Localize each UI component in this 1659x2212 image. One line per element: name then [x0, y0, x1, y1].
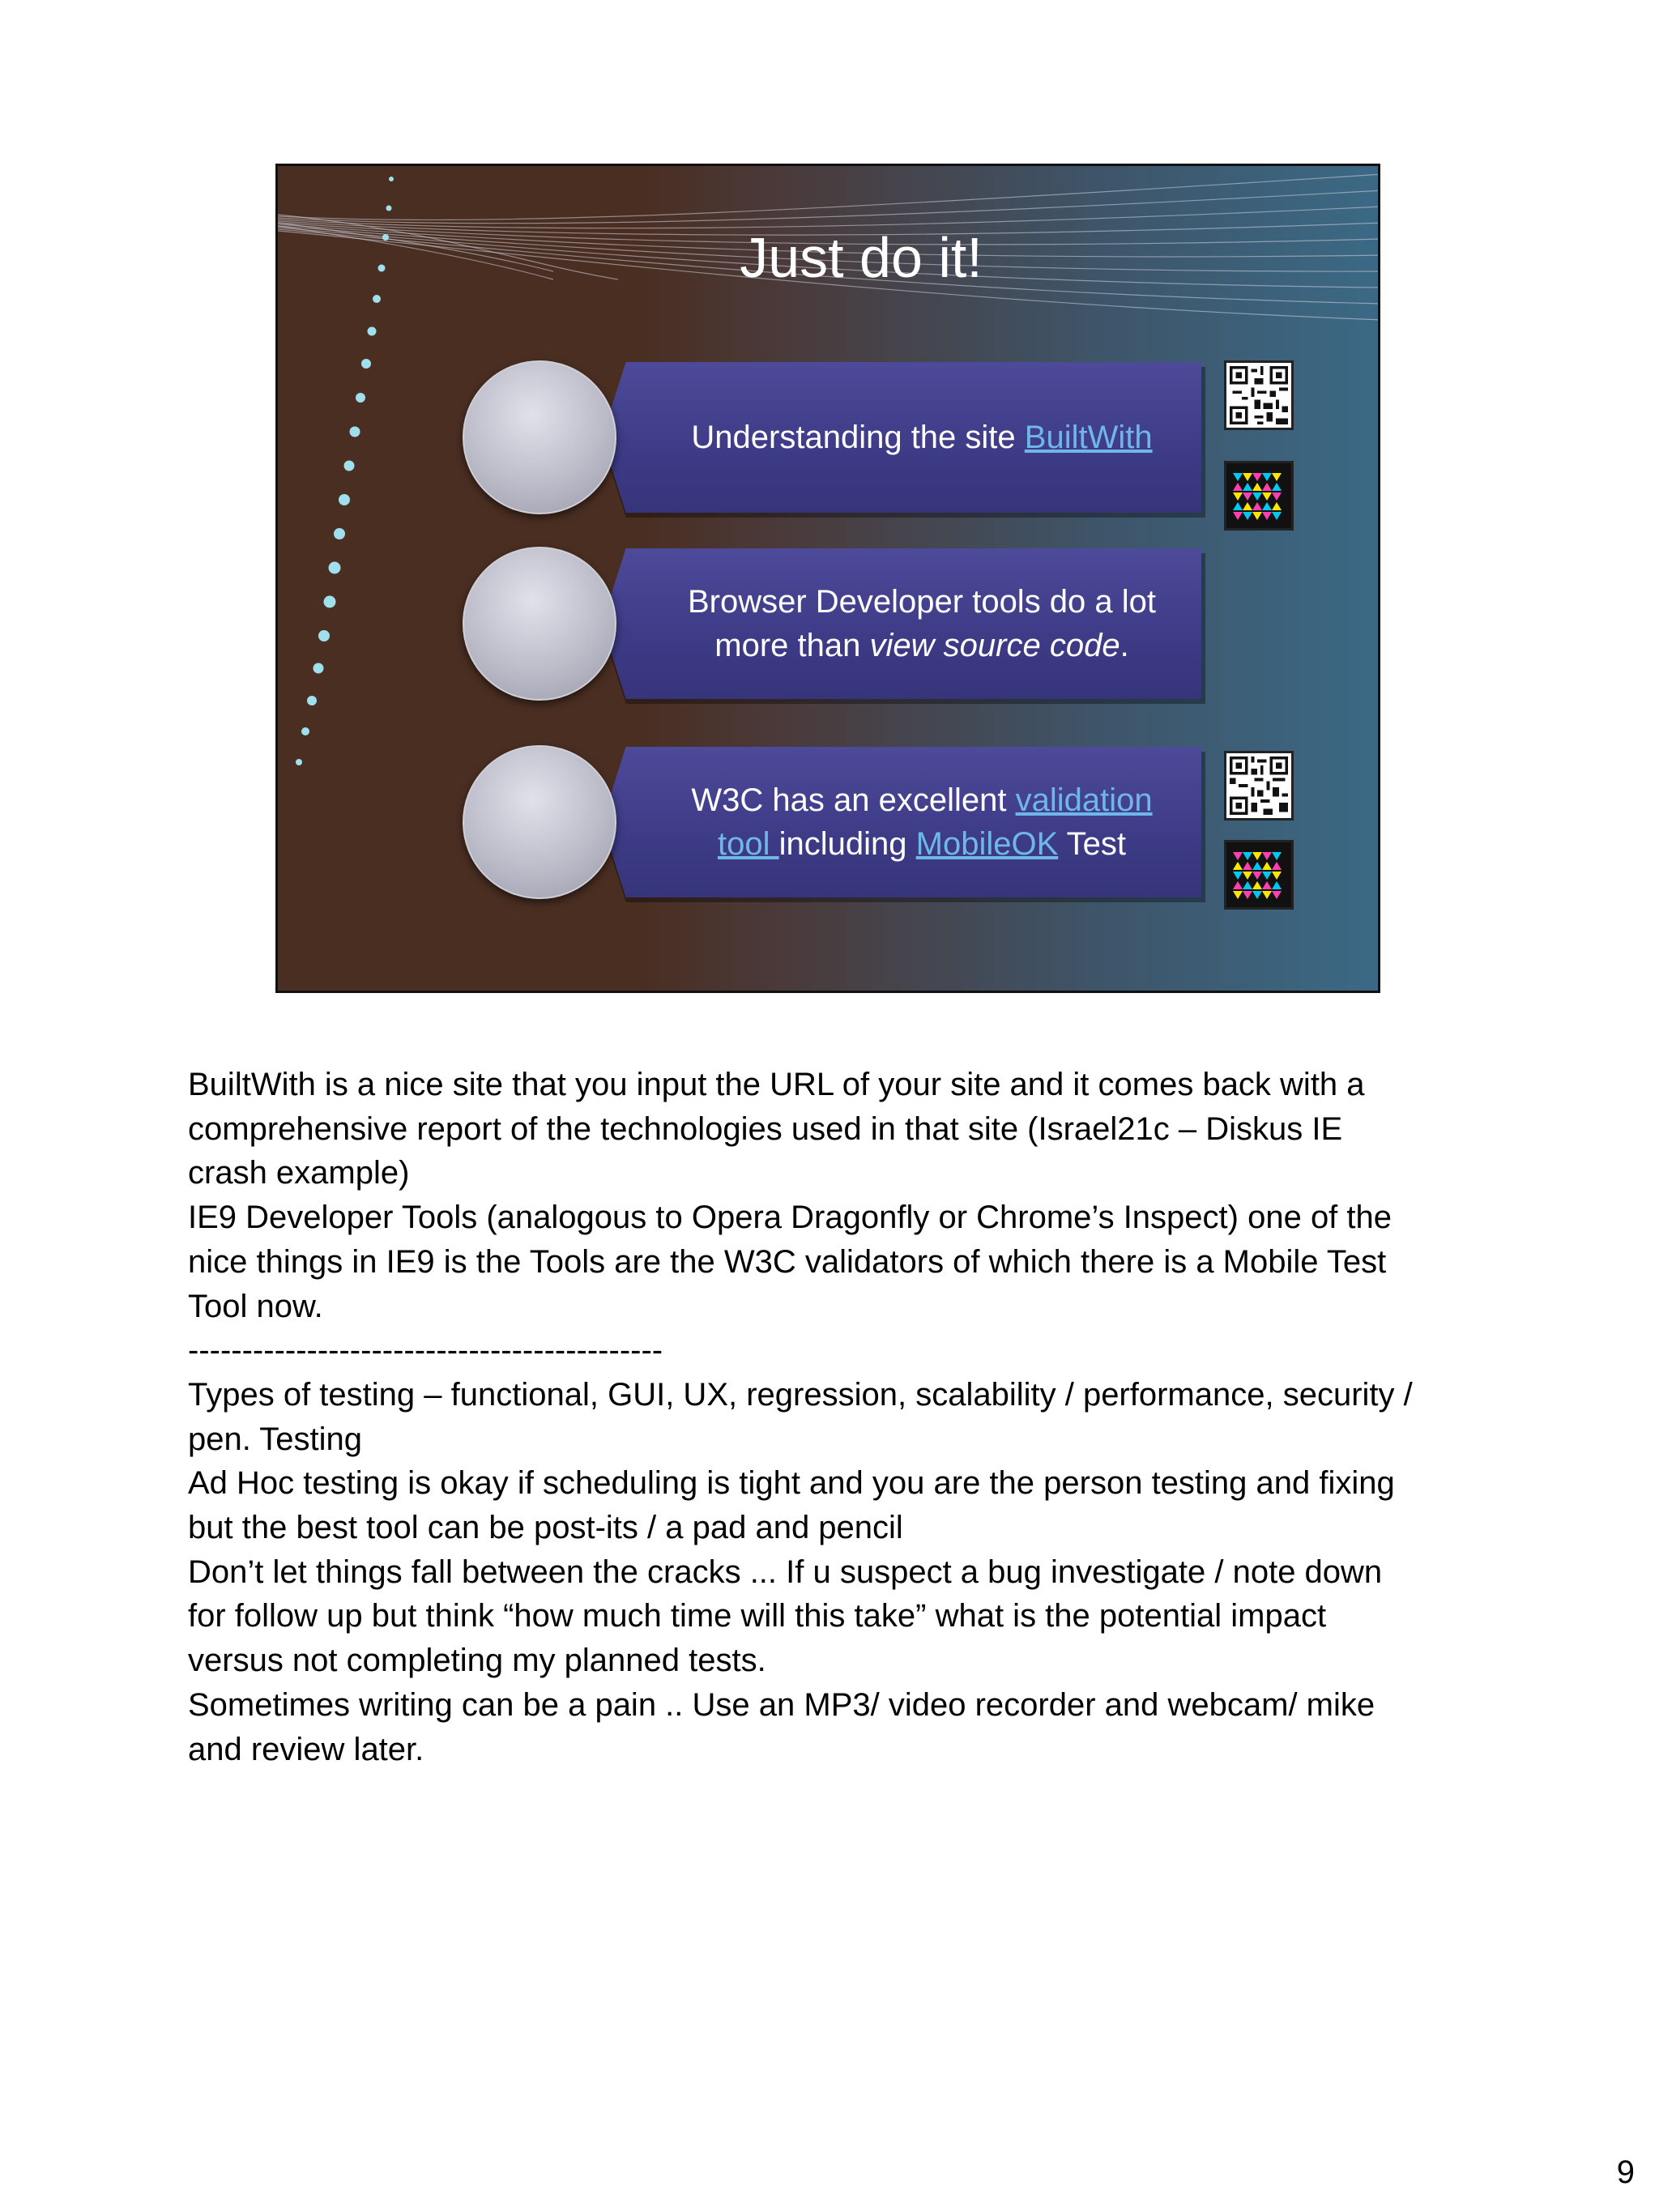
- banner-text-plain: W3C has an excellent: [691, 782, 1016, 818]
- banner-text-plain: including: [778, 826, 916, 862]
- notes-line: crash example): [188, 1155, 410, 1191]
- banner-text-end: Test: [1058, 826, 1126, 862]
- notes-line: IE9 Developer Tools (analogous to Opera Dragonfly or Chrome’s Inspect) one of the: [188, 1200, 1392, 1236]
- slide-item-developer-tools: [278, 547, 1380, 701]
- banner-text-plain: Understanding the site: [691, 420, 1025, 455]
- qr-code-icon: [1224, 360, 1294, 430]
- slide-image: [275, 164, 1380, 993]
- slide-title: Just do it!: [740, 226, 983, 289]
- notes-line: Types of testing – functional, GUI, UX, regression, scalability / performance, security /: [188, 1376, 1413, 1413]
- notes-line: Tool now.: [188, 1288, 323, 1324]
- validation-link[interactable]: validation: [1015, 782, 1153, 818]
- slide-item-w3c-validation: [278, 745, 1380, 899]
- banner-text-emphasis: view source code: [869, 628, 1120, 663]
- notes-separator: --------------------------------------------: [188, 1332, 663, 1369]
- banner-text: [642, 360, 1201, 514]
- notes-line: for follow up but think “how much time will this take” what is the potential impact: [188, 1598, 1327, 1634]
- mobileok-link[interactable]: MobileOK: [915, 826, 1059, 862]
- qr-code-icon: [1224, 751, 1294, 820]
- notes-line: nice things in IE9 is the Tools are the W3C validators of which there is a Mobile Test: [188, 1243, 1387, 1280]
- notes-line: versus not completing my planned tests.: [188, 1643, 766, 1679]
- speaker-notes: [188, 1063, 1516, 1771]
- notes-line: pen. Testing: [188, 1421, 362, 1457]
- bullet-circle: [463, 360, 616, 514]
- notes-line: Don’t let things fall between the cracks ... If u suspect a bug investigate / note down: [188, 1554, 1383, 1590]
- banner-text-end: .: [1120, 628, 1129, 663]
- color-tag-icon: [1224, 840, 1294, 910]
- bullet-circle: [463, 547, 616, 701]
- notes-line: Sometimes writing can be a pain .. Use an MP3/ video recorder and webcam/ mike: [188, 1686, 1375, 1723]
- builtwith-link[interactable]: BuiltWith: [1024, 420, 1153, 455]
- notes-line: BuiltWith is a nice site that you input the URL of your site and it comes back with a: [188, 1067, 1365, 1102]
- banner-text: [642, 547, 1201, 701]
- banner-text: [642, 745, 1201, 899]
- notes-line: Ad Hoc testing is okay if scheduling is tight and you are the person testing and fixing: [188, 1465, 1395, 1502]
- banner-line-1: Browser Developer tools do a lot: [687, 584, 1157, 620]
- notes-line: and review later.: [188, 1731, 424, 1767]
- notes-line: comprehensive report of the technologies used in that site (Israel21c – Diskus IE: [188, 1110, 1343, 1147]
- page-number: 9: [1616, 2154, 1635, 2190]
- tool-link[interactable]: tool: [718, 826, 779, 862]
- color-tag-icon: [1224, 461, 1294, 531]
- notes-line: but the best tool can be post-its / a pad and pencil: [188, 1510, 903, 1546]
- banner-text-plain: more than: [714, 628, 870, 663]
- bullet-circle: [463, 745, 616, 899]
- slide-item-builtwith: [278, 360, 1380, 514]
